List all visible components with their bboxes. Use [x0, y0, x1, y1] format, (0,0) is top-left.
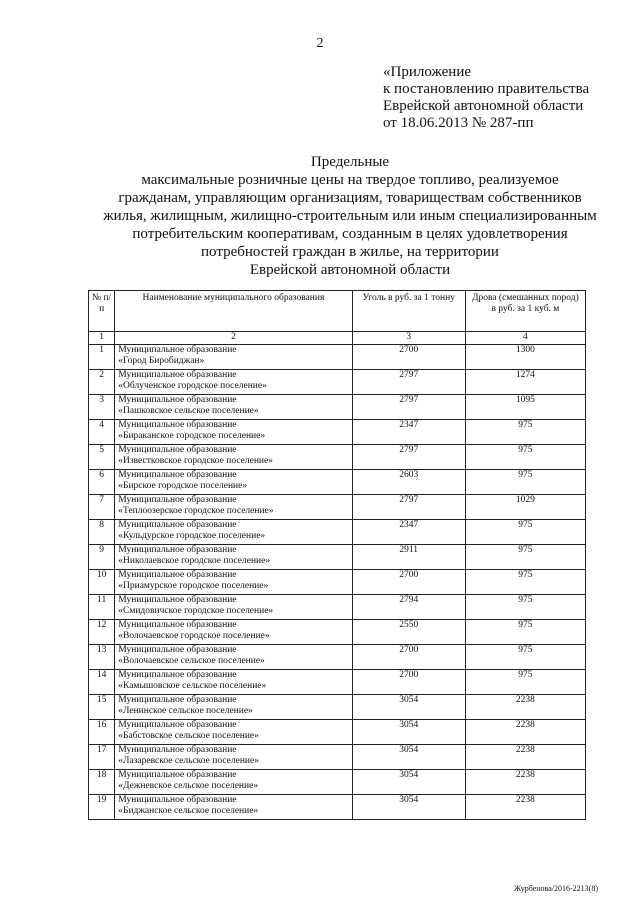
- header-wood: Дрова (смешанных пород) в руб. за 1 куб. м: [465, 291, 585, 332]
- row-num: 8: [89, 520, 115, 545]
- row-wood-price: 1095: [465, 395, 585, 420]
- row-num: 16: [89, 720, 115, 745]
- row-wood-price: 1029: [465, 495, 585, 520]
- row-num: 18: [89, 770, 115, 795]
- header-num: № п/п: [89, 291, 115, 332]
- table-row: [89, 795, 586, 820]
- row-num: 10: [89, 570, 115, 595]
- row-name-line1: Муниципальное образование: [118, 770, 237, 780]
- row-name: [115, 620, 352, 645]
- table-row: [89, 370, 586, 395]
- row-name: [115, 720, 352, 745]
- row-coal-price: 2700: [352, 570, 465, 595]
- row-name: [115, 345, 352, 370]
- row-coal-price: 3054: [352, 795, 465, 820]
- row-wood-price: 2238: [465, 720, 585, 745]
- row-name-line2: «Город Биробиджан»: [118, 356, 205, 366]
- row-name-line2: «Кульдурское городское поселение»: [118, 531, 266, 541]
- appendix-line: от 18.06.2013 № 287-пп: [383, 115, 534, 131]
- row-name-line2: «Биджанское сельское поселение»: [118, 806, 259, 816]
- row-wood-price: 975: [465, 670, 585, 695]
- row-name-line2: «Ленинское сельское поселение»: [118, 706, 253, 716]
- row-name-line2: «Волочаевское городское поселение»: [118, 631, 270, 641]
- row-num: 5: [89, 445, 115, 470]
- table-row: [89, 570, 586, 595]
- appendix-line: к постановлению правительства: [383, 81, 590, 97]
- row-wood-price: 2238: [465, 745, 585, 770]
- row-num: 19: [89, 795, 115, 820]
- table-row: [89, 420, 586, 445]
- table-row: [89, 470, 586, 495]
- row-wood-price: 975: [465, 545, 585, 570]
- table-row: [89, 345, 586, 370]
- row-name-line1: Муниципальное образование: [118, 720, 237, 730]
- document-title: [60, 153, 640, 279]
- row-name-line1: Муниципальное образование: [118, 645, 237, 655]
- row-num: 1: [89, 345, 115, 370]
- row-name: [115, 370, 352, 395]
- row-wood-price: 975: [465, 570, 585, 595]
- row-num: 14: [89, 670, 115, 695]
- row-num: 13: [89, 645, 115, 670]
- row-coal-price: 2797: [352, 445, 465, 470]
- table-row: [89, 545, 586, 570]
- row-wood-price: 975: [465, 620, 585, 645]
- row-name-line1: Муниципальное образование: [118, 420, 237, 430]
- column-number: 3: [352, 332, 465, 345]
- row-coal-price: 2550: [352, 620, 465, 645]
- row-wood-price: 2238: [465, 770, 585, 795]
- row-name-line1: Муниципальное образование: [118, 595, 237, 605]
- row-name-line1: Муниципальное образование: [118, 445, 237, 455]
- row-name: [115, 695, 352, 720]
- row-coal-price: 3054: [352, 770, 465, 795]
- row-name-line2: «Приамурское городское поселение»: [118, 581, 269, 591]
- row-num: 7: [89, 495, 115, 520]
- table-row: [89, 595, 586, 620]
- row-wood-price: 975: [465, 645, 585, 670]
- row-num: 17: [89, 745, 115, 770]
- row-wood-price: 1300: [465, 345, 585, 370]
- row-name-line2: «Лазаревское сельское поселение»: [118, 756, 259, 766]
- row-name: [115, 795, 352, 820]
- title-line: максимальные розничные цены на твердое топливо, реализуемое: [141, 172, 559, 188]
- title-line: Еврейской автономной области: [249, 262, 451, 278]
- row-name-line1: Муниципальное образование: [118, 670, 237, 680]
- column-number-row: [89, 332, 586, 345]
- header-name: Наименование муниципального образования: [115, 291, 352, 332]
- row-num: 2: [89, 370, 115, 395]
- row-name-line2: «Теплоозерское городское поселение»: [118, 506, 274, 516]
- row-wood-price: 975: [465, 595, 585, 620]
- table-row: [89, 745, 586, 770]
- row-name-line2: «Известковское городское поселение»: [118, 456, 273, 466]
- title-line: Предельные: [310, 154, 390, 170]
- title-line: гражданам, управляющим организациям, товариществам собственников: [118, 190, 582, 206]
- row-coal-price: 2347: [352, 420, 465, 445]
- table-row: [89, 695, 586, 720]
- appendix-header: [383, 64, 589, 132]
- row-name-line1: Муниципальное образование: [118, 520, 237, 530]
- row-coal-price: 2700: [352, 345, 465, 370]
- row-name: [115, 645, 352, 670]
- row-name: [115, 670, 352, 695]
- row-coal-price: 2603: [352, 470, 465, 495]
- row-name-line2: «Волочаевское сельское поселение»: [118, 656, 265, 666]
- row-coal-price: 3054: [352, 720, 465, 745]
- row-coal-price: 2797: [352, 495, 465, 520]
- footer-code: Журбенова/2016-2213(8): [513, 884, 598, 893]
- title-line: потребительским кооперативам, созданным в целях удовлетворения: [132, 226, 568, 242]
- row-name: [115, 520, 352, 545]
- row-num: 3: [89, 395, 115, 420]
- row-name-line2: «Бабстовское сельское поселение»: [118, 731, 259, 741]
- row-coal-price: 2794: [352, 595, 465, 620]
- row-name-line2: «Смидовичское городское поселение»: [118, 606, 274, 616]
- row-name: [115, 495, 352, 520]
- table-row: [89, 620, 586, 645]
- appendix-line: Еврейской автономной области: [383, 98, 584, 114]
- page-number: 2: [316, 36, 324, 51]
- row-num: 4: [89, 420, 115, 445]
- row-name: [115, 545, 352, 570]
- row-name: [115, 595, 352, 620]
- row-name-line1: Муниципальное образование: [118, 545, 237, 555]
- table-row: [89, 520, 586, 545]
- table-row: [89, 720, 586, 745]
- row-name: [115, 420, 352, 445]
- appendix-line: «Приложение: [383, 64, 472, 80]
- row-num: 15: [89, 695, 115, 720]
- table-row: [89, 670, 586, 695]
- title-line: потребностей граждан в жилье, на территории: [201, 244, 499, 260]
- row-coal-price: 2700: [352, 670, 465, 695]
- row-name: [115, 770, 352, 795]
- row-coal-price: 2911: [352, 545, 465, 570]
- row-coal-price: 2797: [352, 395, 465, 420]
- row-name-line1: Муниципальное образование: [118, 570, 237, 580]
- row-name-line2: «Камышовское сельское поселение»: [118, 681, 267, 691]
- row-coal-price: 3054: [352, 745, 465, 770]
- table-row: [89, 645, 586, 670]
- row-wood-price: 1274: [465, 370, 585, 395]
- column-number: 2: [115, 332, 352, 345]
- row-num: 11: [89, 595, 115, 620]
- row-name-line1: Муниципальное образование: [118, 495, 237, 505]
- row-coal-price: 2797: [352, 370, 465, 395]
- row-name-line1: Муниципальное образование: [118, 345, 237, 355]
- row-name-line1: Муниципальное образование: [118, 370, 237, 380]
- row-wood-price: 975: [465, 470, 585, 495]
- row-name-line1: Муниципальное образование: [118, 395, 237, 405]
- table-row: [89, 445, 586, 470]
- row-name: [115, 570, 352, 595]
- row-wood-price: 975: [465, 420, 585, 445]
- table-row: [89, 395, 586, 420]
- row-wood-price: 2238: [465, 695, 585, 720]
- row-wood-price: 975: [465, 445, 585, 470]
- row-name-line1: Муниципальное образование: [118, 745, 237, 755]
- row-coal-price: 2700: [352, 645, 465, 670]
- row-name-line1: Муниципальное образование: [118, 795, 237, 805]
- column-number: 4: [465, 332, 585, 345]
- row-name: [115, 395, 352, 420]
- header-coal: Уголь в руб. за 1 тонну: [352, 291, 465, 332]
- prices-table: [88, 290, 586, 820]
- row-name-line1: Муниципальное образование: [118, 695, 237, 705]
- row-wood-price: 975: [465, 520, 585, 545]
- row-coal-price: 2347: [352, 520, 465, 545]
- row-name: [115, 445, 352, 470]
- row-name-line1: Муниципальное образование: [118, 620, 237, 630]
- column-number: 1: [89, 332, 115, 345]
- row-name: [115, 745, 352, 770]
- row-name-line2: «Дежневское сельское поселение»: [118, 781, 259, 791]
- row-num: 12: [89, 620, 115, 645]
- row-name-line1: Муниципальное образование: [118, 470, 237, 480]
- row-name-line2: «Бирское городское поселение»: [118, 481, 248, 491]
- row-name-line2: «Бираканское городское поселение»: [118, 431, 266, 441]
- table-row: [89, 770, 586, 795]
- row-name-line2: «Пашковское сельское поселение»: [118, 406, 259, 416]
- title-line: жилья, жилищным, жилищно-строительным или иным специализированным: [103, 208, 597, 224]
- row-num: 6: [89, 470, 115, 495]
- table-row: [89, 495, 586, 520]
- row-coal-price: 3054: [352, 695, 465, 720]
- row-num: 9: [89, 545, 115, 570]
- table-header-row: [89, 291, 586, 332]
- row-wood-price: 2238: [465, 795, 585, 820]
- row-name: [115, 470, 352, 495]
- row-name-line2: «Николаевское городское поселение»: [118, 556, 271, 566]
- row-name-line2: «Облученское городское поселение»: [118, 381, 267, 391]
